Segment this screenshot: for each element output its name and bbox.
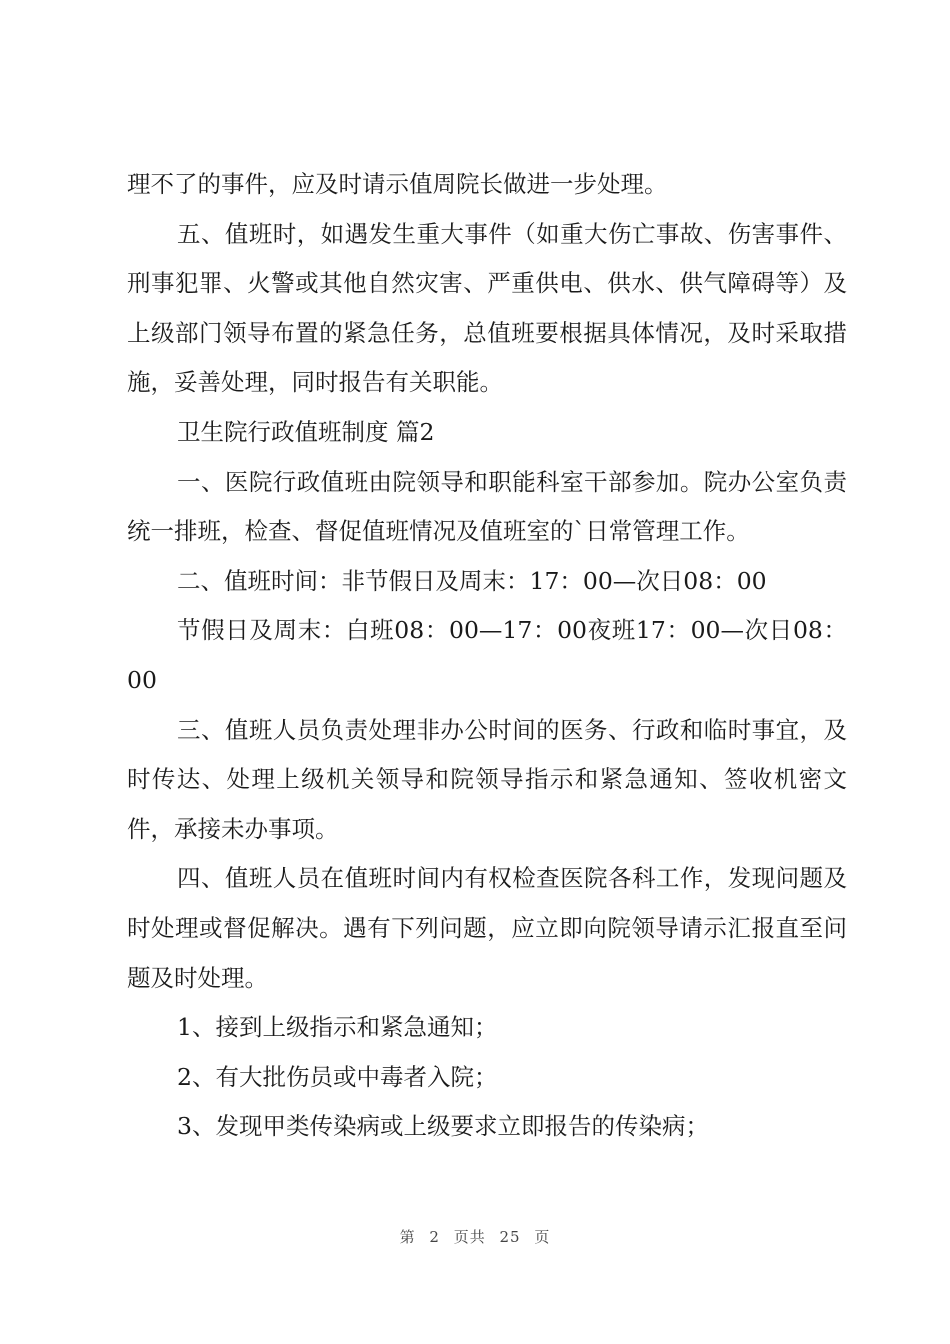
page-number: 第 2 页共 25 页 [399,1228,551,1246]
document-body [127,160,847,1152]
paragraph-item-2: 二、值班时间：非节假日及周末：17：00—次日08：00 [177,566,767,595]
paragraph-holiday-hours: 节假日及周末：白班08：00—17：00夜班17：00—次日08：00 [127,616,847,694]
list-item: 2、有大批伤员或中毒者入院； [177,1062,498,1091]
paragraph-item-1: 一、医院行政值班由院领导和职能科室干部参加。院办公室负责统一排班，检查、督促值班情况及值班室的`日常管理工作。 [127,467,847,546]
list-item: 3、发现甲类传染病或上级要求立即报告的传染病； [177,1112,709,1141]
section-heading: 卫生院行政值班制度 篇2 [177,417,435,446]
paragraph-continuation: 理不了的事件，应及时请示值周院长做进一步处理。 [127,170,668,198]
paragraph-item-5: 五、值班时，如遇发生重大事件（如重大伤亡事故、伤害事件、刑事犯罪、火警或其他自然灾害、严重供电、供水、供气障碍等）及上级部门领导布置的紧急任务，总值班要根据具体情况，及时采取措施，妥善处理，同时报告有关职能。 [127,219,847,397]
list-item: 1、接到上级指示和紧急通知； [177,1013,498,1042]
paragraph-item-3: 三、值班人员负责处理非办公时间的医务、行政和临时事宜，及时传达、处理上级机关领导和院领导指示和紧急通知、签收机密文件，承接未办事项。 [127,715,847,843]
paragraph-item-4: 四、值班人员在值班时间内有权检查医院各科工作，发现问题及时处理或督促解决。遇有下列问题，应立即向院领导请示汇报直至问题及时处理。 [127,864,847,992]
